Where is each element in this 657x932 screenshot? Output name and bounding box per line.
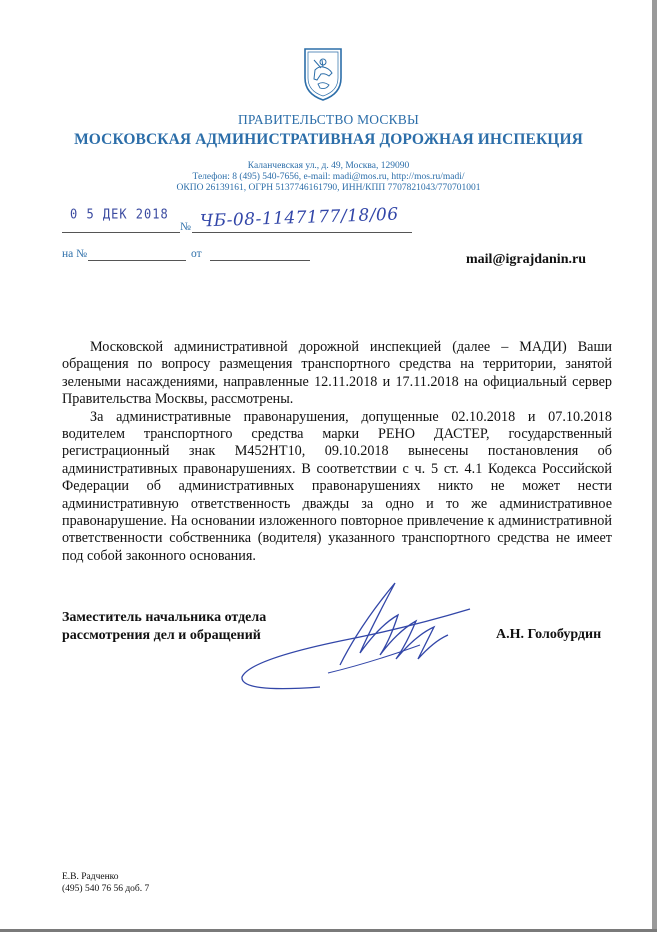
body-paragraph: За административные правонарушения, допущенные 02.10.2018 и 07.10.2018 водителем транспортного средства марки РЕНО ДАСТЕР, государственный регистрационный знак М452НТ10, 09.10.2018 вынесены постановления об административных правонарушениях. В соответствии с ч. 5 ст. 4.1 Кодекса Российской Федерации об административных правонарушениях никто не может нести административную ответственность дважды за одно и то же административное правонарушение. На основании изложенного повторное привлечение к административной ответственности собственника (водителя) указанного транспортного средства не имеет под собой законного основания. — [62, 408, 612, 564]
in-reply-line — [88, 260, 186, 261]
organization-address: Каланчевская ул., д. 49, Москва, 129090 — [247, 161, 410, 171]
letter-body — [62, 339, 612, 565]
organization-codes: ОКПО 26139161, ОГРН 5137746161790, ИНН/КПП 7707821043/770701001 — [176, 183, 481, 193]
signatory-role-line: рассмотрения дел и обращений — [62, 628, 261, 643]
handwritten-signature — [220, 575, 490, 695]
government-title: ПРАВИТЕЛЬСТВО МОСКВЫ — [237, 112, 419, 127]
organization-contacts: Телефон: 8 (495) 540-7656, e-mail: madi@mos.ru, http://mos.ru/madi/ — [192, 172, 465, 182]
date-line — [62, 232, 180, 233]
number-label: № — [180, 221, 191, 233]
scan-edge-right — [652, 0, 657, 932]
body-paragraph: Московской административной дорожной инспекцией (далее – МАДИ) Ваши обращения по вопросу размещения транспортного средства на территории, занятой зелеными насаждениями, направленные 12.11.2018 и 17.11.2018 на официальный сервер Правительства Москвы, рассмотрены. — [62, 339, 612, 408]
in-reply-label: на № — [62, 248, 88, 260]
signatory-name: А.Н. Голобурдин — [496, 627, 602, 642]
executor-info — [62, 872, 149, 895]
moscow-coat-of-arms-icon — [301, 46, 345, 102]
executor-name: Е.В. Радченко — [62, 872, 119, 882]
signatory-role-line: Заместитель начальника отдела — [62, 610, 267, 625]
registration-number-handwritten: ЧБ-08-1147177/18/06 — [199, 204, 399, 232]
organization-title: МОСКОВСКАЯ АДМИНИСТРАТИВНАЯ ДОРОЖНАЯ ИНСПЕКЦИЯ — [74, 131, 583, 148]
number-line — [192, 232, 412, 233]
executor-phone: (495) 540 76 56 доб. 7 — [62, 883, 150, 894]
from-line — [210, 260, 310, 261]
recipient-email: mail@igrajdanin.ru — [466, 252, 586, 267]
from-label: от — [191, 248, 202, 260]
date-stamp: 0 5 ДЕК 2018 — [70, 206, 169, 222]
